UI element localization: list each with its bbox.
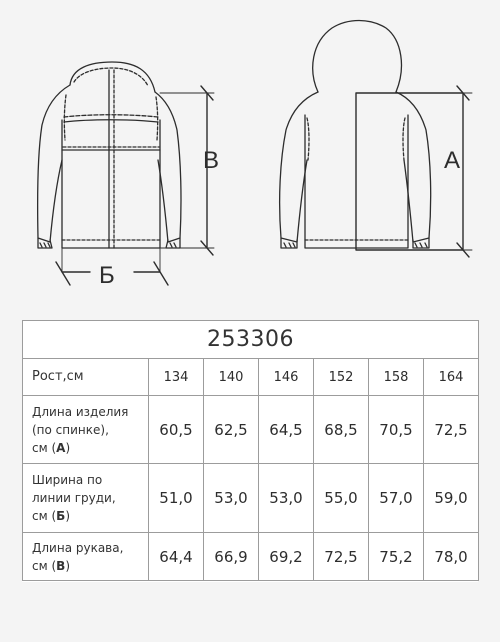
row-label-unit: см ( xyxy=(32,509,57,523)
row-label-line1: Длина рукава, xyxy=(32,540,124,555)
table-cell: 78,0 xyxy=(424,533,479,581)
table-cell: 53,0 xyxy=(259,464,314,533)
table-row xyxy=(23,533,479,581)
row-label-unit: см ( xyxy=(32,558,57,573)
table-cell: 70,5 xyxy=(369,396,424,464)
size-header-row xyxy=(23,359,479,396)
table-cell: 62,5 xyxy=(204,396,259,464)
row-label-close: ) xyxy=(65,440,71,455)
table-cell: 72,5 xyxy=(424,396,479,464)
row-label-marker: Б xyxy=(56,509,66,523)
table-cell: 69,2 xyxy=(259,533,314,581)
row-label-length xyxy=(23,396,149,464)
table-cell: 66,9 xyxy=(204,533,259,581)
size-140: 140 xyxy=(204,359,259,396)
back-length-marker-label: А xyxy=(444,147,461,174)
jacket-back-drawing xyxy=(280,21,431,249)
table-cell: 59,0 xyxy=(424,464,479,533)
row-label-line1: Ширина по xyxy=(32,473,103,487)
jacket-measurement-diagram xyxy=(0,0,500,300)
table-row xyxy=(23,396,479,464)
table-cell: 72,5 xyxy=(314,533,369,581)
row-label-width xyxy=(23,464,149,533)
row-label-close: ) xyxy=(65,558,70,573)
size-146: 146 xyxy=(259,359,314,396)
row-label-marker: В xyxy=(56,558,66,573)
row-label-line2: (по спинке), xyxy=(32,422,109,437)
article-number: 253306 xyxy=(23,321,479,359)
height-label: Рост,см xyxy=(23,359,149,396)
table-cell: 60,5 xyxy=(149,396,204,464)
table-cell: 68,5 xyxy=(314,396,369,464)
table-cell: 57,0 xyxy=(369,464,424,533)
table-cell: 64,4 xyxy=(149,533,204,581)
size-164: 164 xyxy=(424,359,479,396)
width-marker-label: Б xyxy=(99,262,115,289)
table-cell: 53,0 xyxy=(204,464,259,533)
table-cell: 75,2 xyxy=(369,533,424,581)
size-chart-table xyxy=(22,320,479,581)
row-label-line2: линии груди, xyxy=(32,491,116,505)
table-row xyxy=(23,464,479,533)
table-cell: 64,5 xyxy=(259,396,314,464)
table-cell: 51,0 xyxy=(149,464,204,533)
jacket-front-drawing xyxy=(38,62,181,248)
row-label-sleeve xyxy=(23,533,149,581)
row-label-unit: см ( xyxy=(32,440,57,455)
table-cell: 55,0 xyxy=(314,464,369,533)
row-label-line1: Длина изделия xyxy=(32,404,129,419)
size-134: 134 xyxy=(149,359,204,396)
length-marker-label: В xyxy=(203,147,220,174)
size-158: 158 xyxy=(369,359,424,396)
row-label-close: ) xyxy=(65,509,70,523)
row-label-marker: А xyxy=(56,440,66,455)
size-152: 152 xyxy=(314,359,369,396)
